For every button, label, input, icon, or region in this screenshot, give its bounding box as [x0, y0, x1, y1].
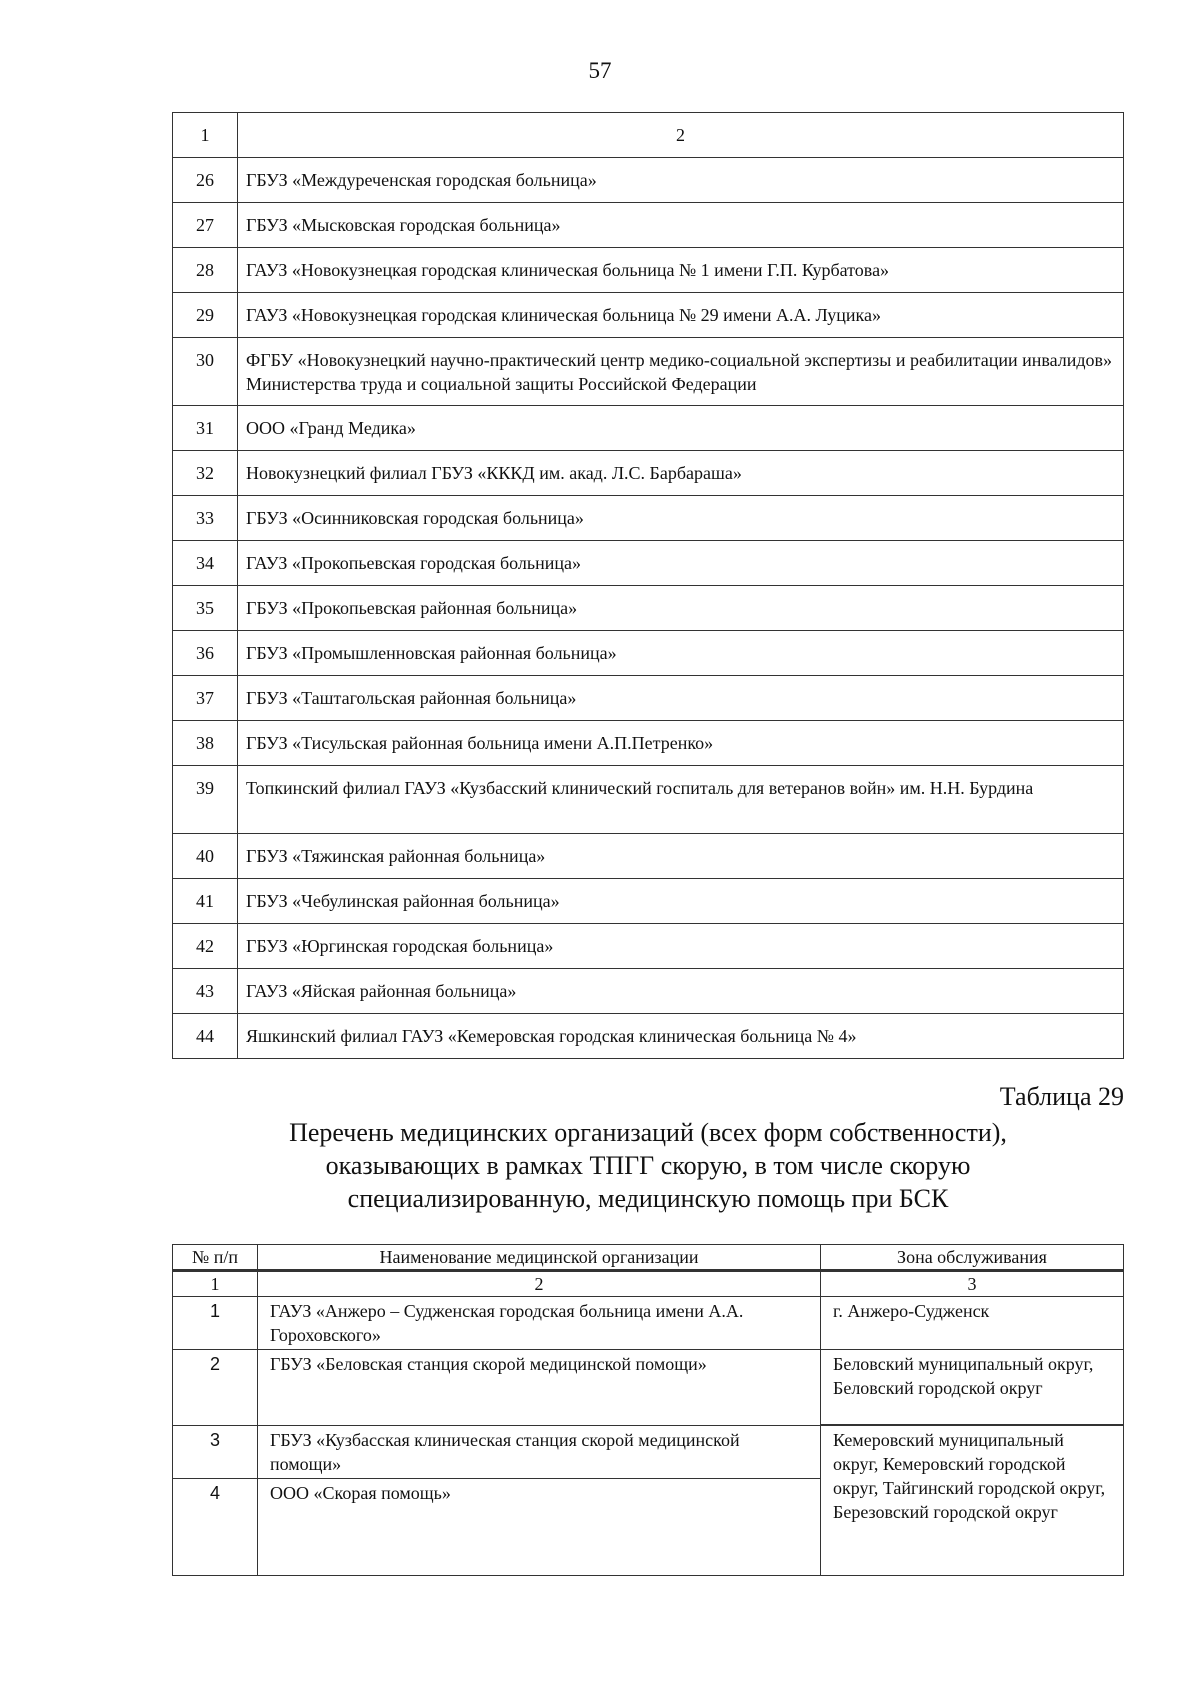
- row-number: 4: [173, 1478, 258, 1575]
- organization-name: ООО «Скорая помощь»: [258, 1478, 821, 1575]
- service-zone: г. Анжеро-Судженск: [821, 1297, 1124, 1350]
- organization-name: ГБУЗ «Беловская станция скорой медицинской помощи»: [258, 1350, 821, 1426]
- table-row: [173, 631, 1124, 676]
- organization-name: ФГБУ «Новокузнецкий научно-практический центр медико-социальной экспертизы и реабилитации инвалидов» Министерства труда и социальной защиты Российской Федерации: [238, 338, 1124, 406]
- column-number-2: 2: [258, 1271, 821, 1297]
- organization-name: Новокузнецкий филиал ГБУЗ «КККД им. акад. Л.С. Барбараша»: [238, 451, 1124, 496]
- row-number: 3: [173, 1425, 258, 1478]
- organization-name: ГБУЗ «Междуреченская городская больница»: [238, 158, 1124, 203]
- organization-name: ГБУЗ «Таштагольская районная больница»: [238, 676, 1124, 721]
- row-number: 35: [173, 586, 238, 631]
- table-row: [173, 248, 1124, 293]
- row-number: 2: [173, 1350, 258, 1426]
- row-number: 37: [173, 676, 238, 721]
- column-number-1: 1: [173, 1271, 258, 1297]
- table-row: [173, 203, 1124, 248]
- table-title-line: оказывающих в рамках ТПГГ скорую, в том числе скорую: [325, 1151, 971, 1180]
- table-header-row: [173, 1245, 1124, 1271]
- row-number: 38: [173, 721, 238, 766]
- table-row: [173, 1297, 1124, 1350]
- organizations-table-continued: [172, 112, 1124, 1059]
- table-row: [173, 158, 1124, 203]
- organization-name: ГБУЗ «Чебулинская районная больница»: [238, 879, 1124, 924]
- table-row: [173, 879, 1124, 924]
- table-row: [173, 766, 1124, 834]
- row-number: 34: [173, 541, 238, 586]
- organization-name: Топкинский филиал ГАУЗ «Кузбасский клинический госпиталь для ветеранов войн» им. Н.Н. Бурдина: [238, 766, 1124, 834]
- table-row: [173, 541, 1124, 586]
- service-zone: Кемеровский муниципальный округ, Кемеровский городской округ, Тайгинский городской округ, Березовский городской округ: [821, 1425, 1124, 1575]
- table-header-row: [173, 113, 1124, 158]
- table-row: [173, 676, 1124, 721]
- table-label: Таблица 29: [999, 1082, 1124, 1111]
- header-organization-name: Наименование медицинской организации: [258, 1245, 821, 1271]
- organization-name: Яшкинский филиал ГАУЗ «Кемеровская городская клиническая больница № 4»: [238, 1014, 1124, 1059]
- page-number: 57: [588, 58, 612, 83]
- table-row: [173, 293, 1124, 338]
- table-row: [173, 586, 1124, 631]
- row-number: 29: [173, 293, 238, 338]
- row-number: 33: [173, 496, 238, 541]
- organization-name: ГБУЗ «Тисульская районная больница имени А.П.Петренко»: [238, 721, 1124, 766]
- row-number: 39: [173, 766, 238, 834]
- organization-name: ГБУЗ «Мысковская городская больница»: [238, 203, 1124, 248]
- row-number: 31: [173, 406, 238, 451]
- table-row: [173, 1014, 1124, 1059]
- row-number: 26: [173, 158, 238, 203]
- table-row: [173, 924, 1124, 969]
- row-number: 36: [173, 631, 238, 676]
- row-number: 40: [173, 834, 238, 879]
- row-number: 43: [173, 969, 238, 1014]
- table-title: [172, 1116, 1124, 1215]
- column-number-1: 1: [173, 113, 238, 158]
- organization-name: ГБУЗ «Кузбасская клиническая станция скорой медицинской помощи»: [258, 1425, 821, 1478]
- table-row: [173, 969, 1124, 1014]
- table-row: [173, 1350, 1124, 1426]
- organization-name: ГБУЗ «Прокопьевская районная больница»: [238, 586, 1124, 631]
- row-number: 41: [173, 879, 238, 924]
- organization-name: ГАУЗ «Новокузнецкая городская клиническая больница № 1 имени Г.П. Курбатова»: [238, 248, 1124, 293]
- header-number: № п/п: [173, 1245, 258, 1271]
- organization-name: ГБУЗ «Промышленновская районная больница»: [238, 631, 1124, 676]
- column-number-2: 2: [238, 113, 1124, 158]
- column-number-3: 3: [821, 1271, 1124, 1297]
- organization-name: ГАУЗ «Новокузнецкая городская клиническая больница № 29 имени А.А. Луцика»: [238, 293, 1124, 338]
- table-row: [173, 721, 1124, 766]
- table-row: [173, 451, 1124, 496]
- ambulance-organizations-table: [172, 1244, 1124, 1576]
- table-title-line: специализированную, медицинскую помощь при БСК: [347, 1184, 949, 1213]
- row-number: 28: [173, 248, 238, 293]
- row-number: 42: [173, 924, 238, 969]
- organization-name: ООО «Гранд Медика»: [238, 406, 1124, 451]
- table-row: [173, 834, 1124, 879]
- organization-name: ГБУЗ «Юргинская городская больница»: [238, 924, 1124, 969]
- header-service-zone: Зона обслуживания: [821, 1245, 1124, 1271]
- table-row: [173, 406, 1124, 451]
- organization-name: ГБУЗ «Осинниковская городская больница»: [238, 496, 1124, 541]
- table-title-line: Перечень медицинских организаций (всех форм собственности),: [289, 1118, 1007, 1147]
- organization-name: ГБУЗ «Тяжинская районная больница»: [238, 834, 1124, 879]
- row-number: 44: [173, 1014, 238, 1059]
- organization-name: ГАУЗ «Яйская районная больница»: [238, 969, 1124, 1014]
- row-number: 30: [173, 338, 238, 406]
- organization-name: ГАУЗ «Анжеро – Судженская городская больница имени А.А. Гороховского»: [258, 1297, 821, 1350]
- table-row: [173, 338, 1124, 406]
- row-number: 32: [173, 451, 238, 496]
- table-row: [173, 496, 1124, 541]
- table-row: [173, 1425, 1124, 1478]
- column-numbers-row: [173, 1271, 1124, 1297]
- service-zone: Беловский муниципальный округ, Беловский городской округ: [821, 1350, 1124, 1426]
- row-number: 27: [173, 203, 238, 248]
- row-number: 1: [173, 1297, 258, 1350]
- organization-name: ГАУЗ «Прокопьевская городская больница»: [238, 541, 1124, 586]
